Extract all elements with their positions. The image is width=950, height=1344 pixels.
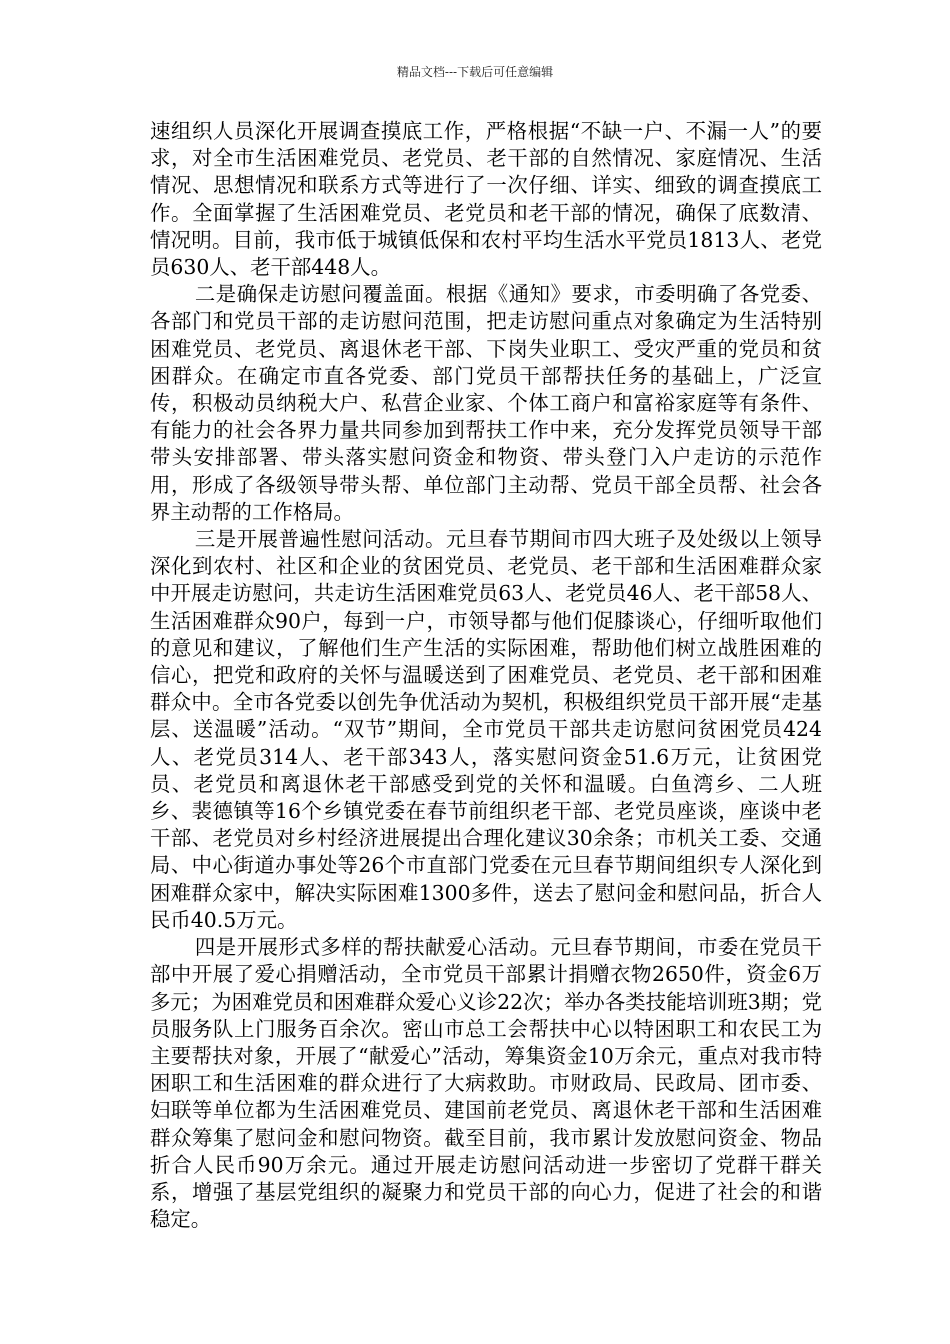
page-header: 精品文档---下载后可任意编辑 bbox=[396, 65, 554, 79]
paragraph-3: 三是开展普遍性慰问活动。元旦春节期间市四大班子及处级以上领导深化到农村、社区和企业的贫困党员、老党员、老干部和生活困难群众家中开展走访慰问，共走访生活困难党员63人、老党员46人、老干部58人、生活困难群众90户，每到一户，市领导都与他们促膝谈心，仔细听取他们的意见和建议，了解他们生产生活的实际困难，帮助他们树立战胜困难的信心，把党和政府的关怀与温暖送到了困难党员、老党员、老干部和困难群众中。全市各党委以创先争优活动为契机，积极组织党员干部开展“走基层、送温暖”活动。“双节”期间，全市党员干部共走访慰问贫困党员424人、老党员314人、老干部343人，落实慰问资金51.6万元，让贫困党员、老党员和离退休老干部感受到党的关怀和温暖。白鱼湾乡、二人班乡、裴德镇等16个乡镇党委在春节前组织老干部、老党员座谈，座谈中老干部、老党员对乡村经济进展提出合理化建议30余条；市机关工委、交通局、中心街道办事处等26个市直部门党委在元旦春节期间组织专人深化到困难群众家中，解决实际困难1300多件，送去了慰问金和慰问品，折合人民币40.5万元。 bbox=[150, 527, 822, 932]
paragraph-4: 四是开展形式多样的帮扶献爱心活动。元旦春节期间，市委在党员干部中开展了爱心捐赠活动，全市党员干部累计捐赠衣物2650件，资金6万多元；为困难党员和困难群众爱心义诊22次；举办各类技能培训班3期；党员服务队上门服务百余次。密山市总工会帮扶中心以特困职工和农民工为主要帮扶对象，开展了“献爱心”活动，筹集资金10万余元，重点对我市特困职工和生活困难的群众进行了大病救助。市财政局、民政局、团市委、妇联等单位都为生活困难党员、建国前老党员、离退休老干部和生活困难群众筹集了慰问金和慰问物资。截至目前，我市累计发放慰问资金、物品折合人民币90万余元。通过开展走访慰问活动进一步密切了党群干群关系，增强了基层党组织的凝聚力和党员干部的向心力，促进了社会的和谐稳定。 bbox=[150, 935, 822, 1232]
paragraph-1: 速组织人员深化开展调查摸底工作，严格根据“不缺一户、不漏一人”的要求，对全市生活困难党员、老党员、老干部的自然情况、家庭情况、生活情况、思想情况和联系方式等进行了一次仔细、详实、细致的调查摸底工作。全面掌握了生活困难党员、老党员和老干部的情况，确保了底数清、情况明。目前，我市低于城镇低保和农村平均生活水平党员1813人、老党员630人、老干部448人。 bbox=[150, 119, 822, 280]
paragraph-2: 二是确保走访慰问覆盖面。根据《通知》要求，市委明确了各党委、各部门和党员干部的走访慰问范围，把走访慰问重点对象确定为生活特别困难党员、老党员、离退休老干部、下岗失业职工、受灾严重的党员和贫困群众。在确定市直各党委、部门党员干部帮扶任务的基础上，广泛宣传，积极动员纳税大户、私营企业家、个体工商户和富裕家庭等有条件、有能力的社会各界力量共同参加到帮扶工作中来，充分发挥党员领导干部带头安排部署、带头落实慰问资金和物资、带头登门入户走访的示范作用，形成了各级领导带头帮、单位部门主动帮、党员干部全员帮、社会各界主动帮的工作格局。 bbox=[150, 282, 822, 524]
document-body bbox=[150, 118, 822, 1233]
